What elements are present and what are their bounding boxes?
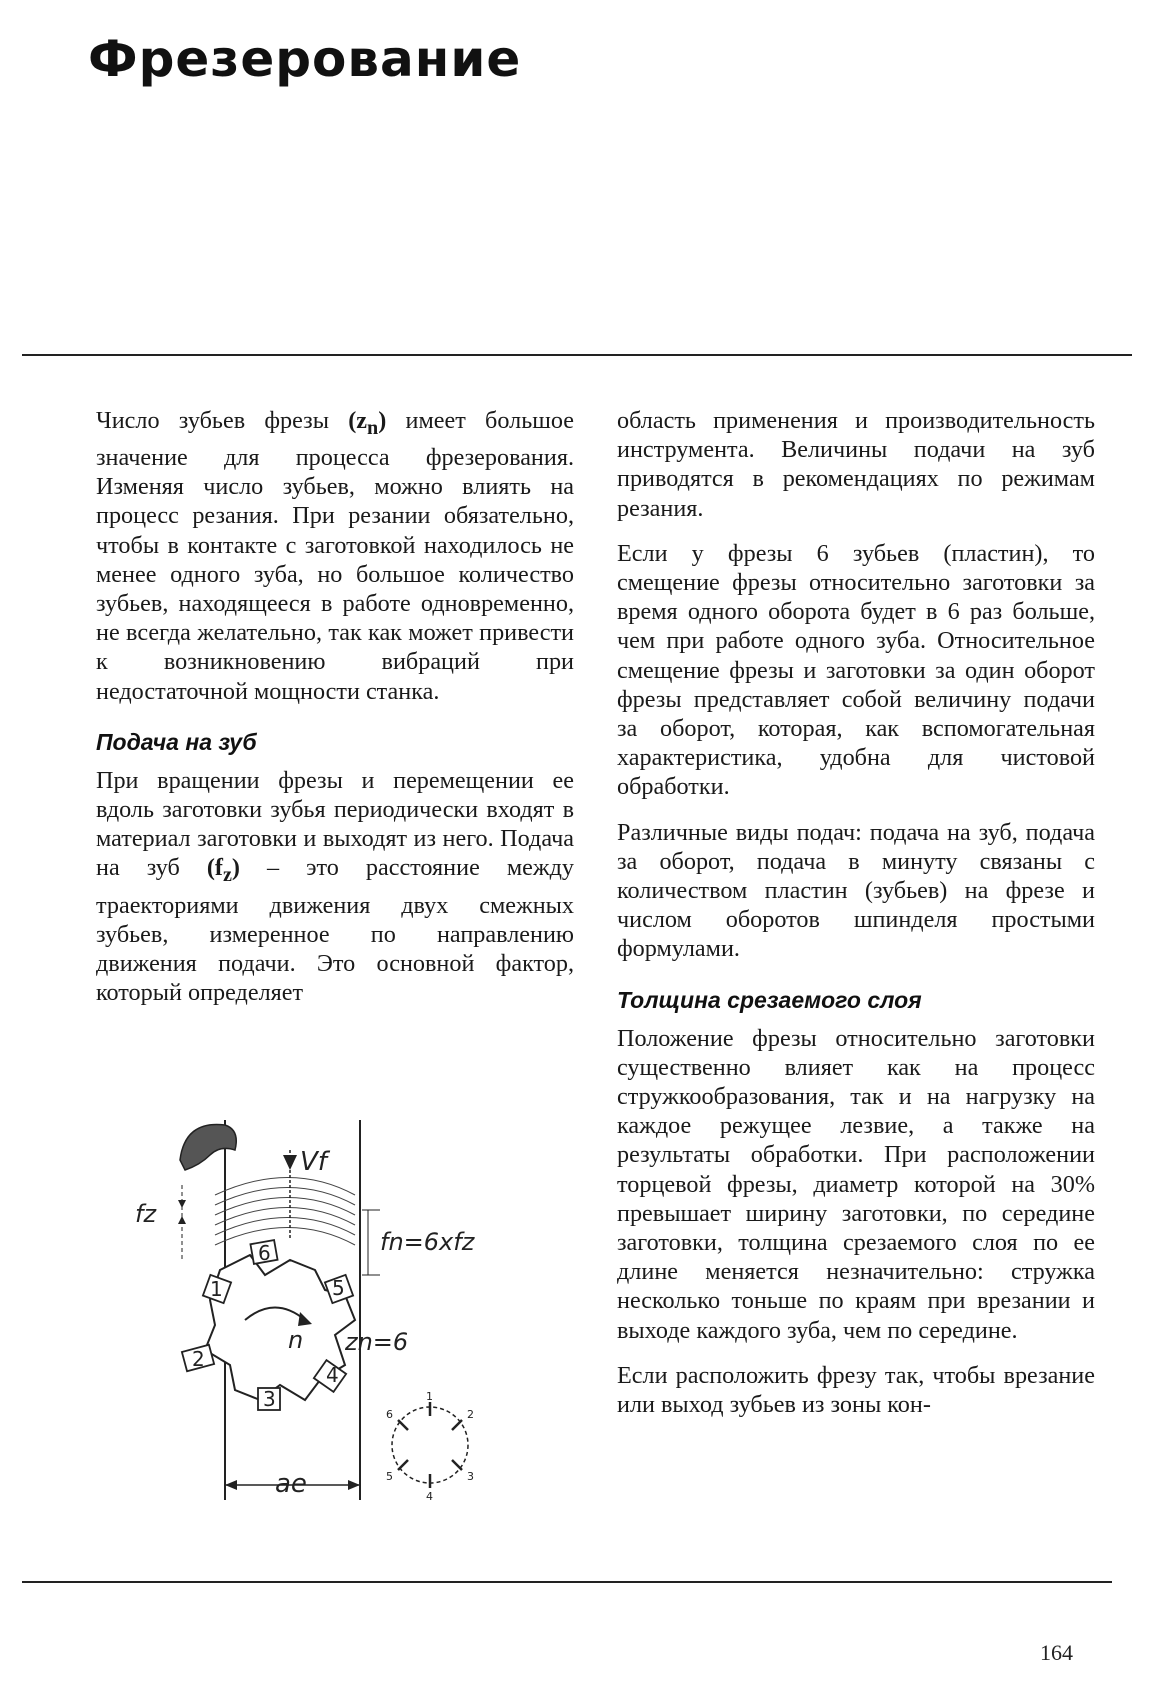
- tooth-5-label: 5: [332, 1276, 345, 1300]
- milling-cutter-diagram: [135, 1100, 540, 1520]
- bottom-divider: [22, 1581, 1112, 1583]
- paragraph-feed-types: Различные виды подач: подача на зуб, подача за оборот, подача в минуту связаны с количеством пластин (зубьев) на фрезе и числом оборотов шпинделя простыми формулами.: [617, 818, 1095, 963]
- heading-chip-thickness: Толщина срезаемого слоя: [617, 986, 922, 1013]
- right-column: [617, 406, 1095, 1435]
- left-column: [96, 406, 574, 1023]
- heading-feed-per-tooth: Подача на зуб: [96, 728, 257, 755]
- ae-arrow-left-icon: [225, 1480, 237, 1490]
- chip-shape: [180, 1124, 236, 1170]
- feed-arrow-icon: [283, 1155, 297, 1170]
- mini-tooth-3: 3: [467, 1470, 474, 1483]
- tooth-6-label: 6: [258, 1241, 271, 1265]
- mini-tooth-6: 6: [386, 1408, 393, 1421]
- feed-text-1: При вращении фрезы и перемещении ее вдоль заготовки зубья периодически входят в материал заготовки и выходят из него. Подача на зуб: [96, 766, 574, 882]
- mini-tooth-5: 5: [386, 1470, 393, 1483]
- intro-text-2: имеет большое значение для процесса фрезерования. Изменяя число зубьев, можно влиять на процесс резания. При резании обязательно, чтобы в контакте с заготовкой находилось не менее одного зуба, но большое количество зубьев, находящееся в работе одновременно, не всегда желательно, так как может привести к возникновению вибраций при недостаточной мощности станка.: [96, 407, 574, 705]
- paragraph-cutter-position: Положение фрезы относительно заготовки существенно влияет как на процесс стружкообразования, так и на нагрузку на каждое режущее лезвие, а также на результаты обработки. При расположении торцевой фрезы, диаметр которой на 30% превышает ширину заготовки, по середине заготовки, толщина срезаемого слоя по ее длине меняется незначительно: стружка несколько тоньше по краям при врезании и выходе каждого зуба, чем по середине.: [617, 1024, 1095, 1344]
- milling-cutter-svg: [135, 1100, 540, 1520]
- mini-cutter-circle: [392, 1407, 468, 1483]
- page-title: Фрезерование: [88, 30, 522, 88]
- ae-arrow-right-icon: [348, 1480, 360, 1490]
- fn-label: fn=6xfz: [380, 1228, 475, 1256]
- fz-arrow-top-icon: [178, 1200, 186, 1208]
- tooth-4-label: 4: [326, 1363, 339, 1387]
- mini-tooth-1: 1: [426, 1390, 433, 1403]
- fz-arrow-bottom-icon: [178, 1216, 186, 1224]
- tooth-2-label: 2: [192, 1347, 205, 1371]
- vf-label: Vf: [300, 1147, 327, 1177]
- paragraph-six-teeth: Если у фрезы 6 зубьев (пластин), то смещение фрезы относительно заготовки за время одного оборота будет в 6 раз больше, чем при работе одного зуба. Относительное смещение фрезы и заготовки за один оборот фрезы представляет собой величину подачи за оборот, которая, как вспомогательная характеристика, удобна для чистовой обработки.: [617, 539, 1095, 801]
- n-label: n: [288, 1326, 304, 1354]
- tooth-1-label: 1: [210, 1277, 223, 1301]
- page-number: 164: [1040, 1640, 1073, 1665]
- tooth-3-label: 3: [263, 1387, 276, 1411]
- mini-tooth-2: 2: [467, 1408, 474, 1421]
- fz-label: fz: [135, 1200, 157, 1228]
- paragraph-continuation: Если расположить фрезу так, чтобы врезание или выход зубьев из зоны кон-: [617, 1361, 1095, 1419]
- paragraph-application: область применения и производительность инструмента. Величины подачи на зуб приводятся в рекомендациях по режимам резания.: [617, 407, 1095, 522]
- zn-label: zn=6: [345, 1328, 409, 1356]
- mini-tooth-4: 4: [426, 1490, 433, 1503]
- intro-paragraph: [96, 406, 574, 706]
- feed-text-2: – это расстояние между траекториями движения двух смежных зубьев, измеренное по направлению движения подачи. Это основной фактор, который определяет: [96, 854, 574, 1007]
- fz-symbol: $(f_z)$: [206, 854, 240, 887]
- tooth-paths: [215, 1178, 355, 1246]
- ae-label: ae: [275, 1469, 307, 1499]
- feed-paragraph: [96, 766, 574, 1007]
- top-divider: [22, 354, 1132, 356]
- zn-symbol: $(z_n)$: [348, 407, 387, 439]
- intro-text-1: Число зубьев фрезы: [96, 407, 349, 434]
